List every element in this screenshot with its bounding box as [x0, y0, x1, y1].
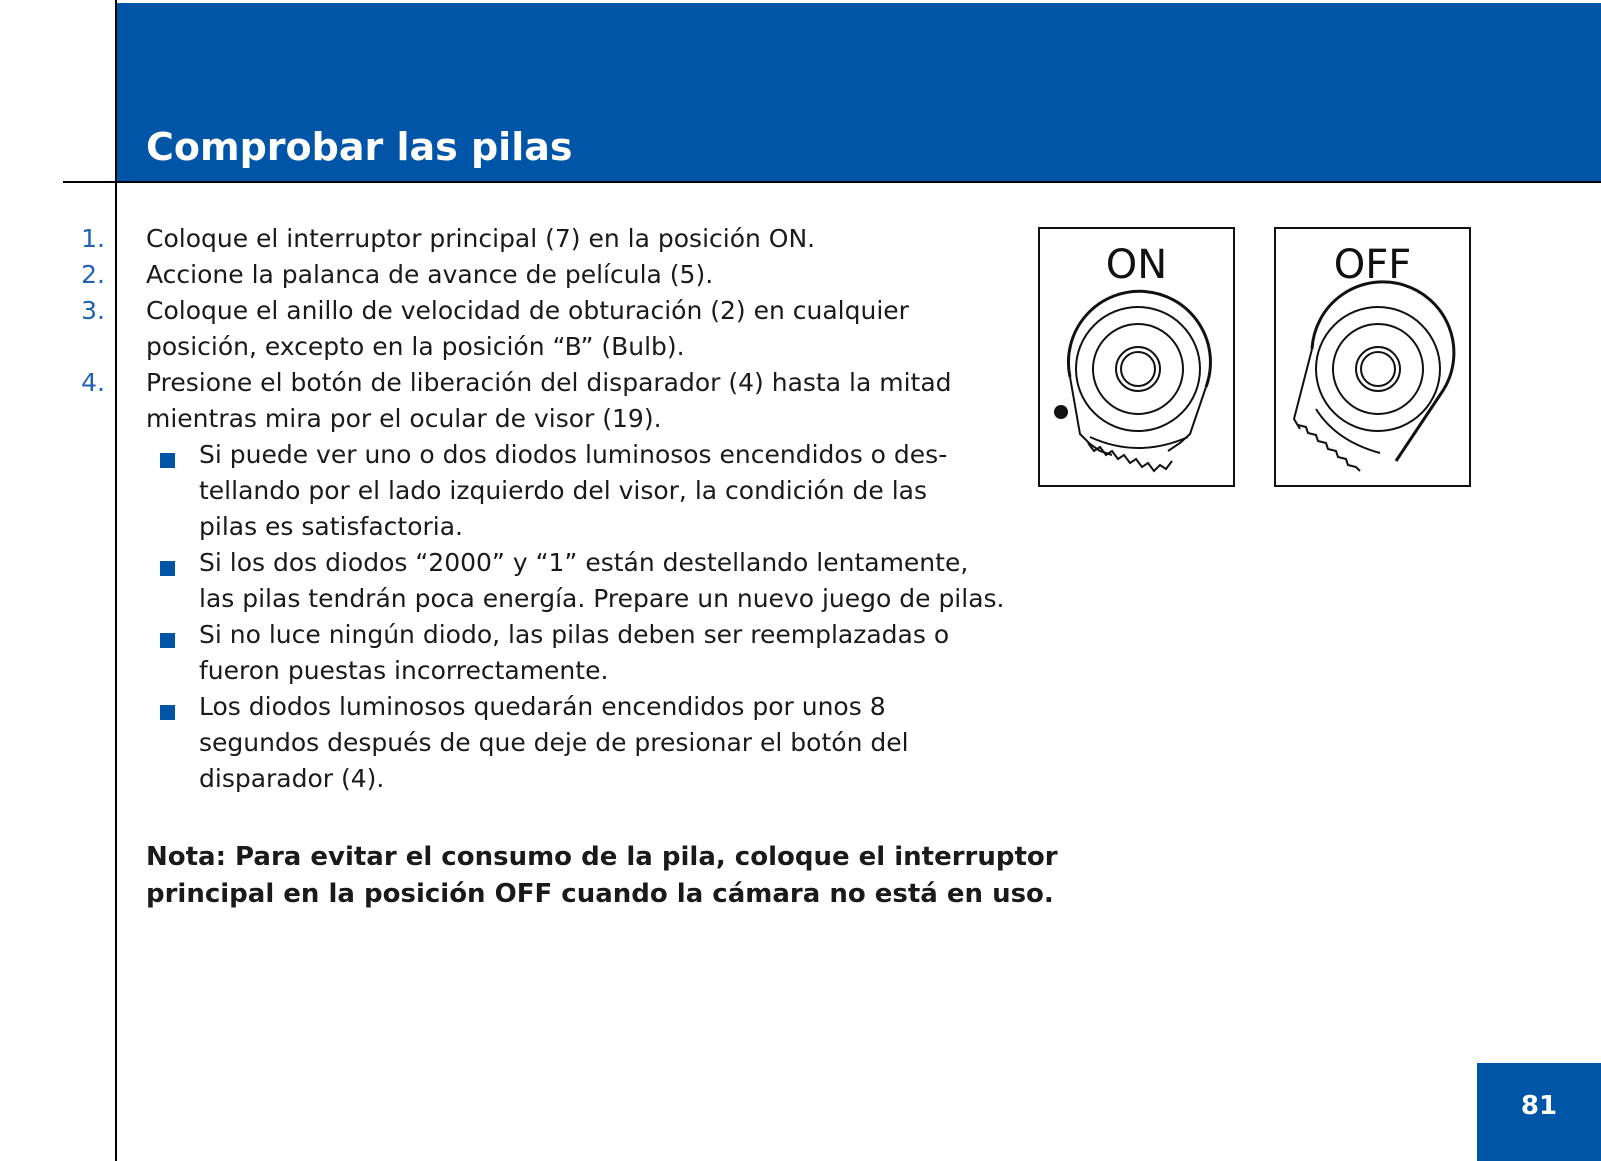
- step-line: mientras mira por el ocular de visor (19).: [146, 404, 662, 433]
- note-paragraph: [146, 839, 1058, 913]
- bullet-line: Si puede ver uno o dos diodos luminosos encendidos o des-: [199, 440, 948, 469]
- step-text: [146, 293, 1026, 365]
- note-line: principal en la posición OFF cuando la cámara no está en uso.: [146, 879, 1054, 909]
- page-title: Comprobar las pilas: [146, 125, 573, 169]
- step-text: [146, 221, 1026, 257]
- page-number-box: [1477, 1063, 1601, 1161]
- figure-switch-on: [1038, 227, 1235, 487]
- bullet-line: segundos después de que deje de presionar el botón del: [199, 728, 909, 757]
- bullet-item: [199, 617, 1029, 689]
- header-rule-horizontal: [63, 181, 1601, 183]
- bullet-square-icon: [160, 453, 175, 468]
- bullet-item: [199, 545, 1029, 617]
- step-line: Presione el botón de liberación del disparador (4) hasta la mitad: [146, 368, 952, 397]
- bullet-line: tellando por el lado izquierdo del visor, la condición de las: [199, 476, 928, 505]
- step-number: 2.: [81, 260, 105, 289]
- step-number: 4.: [81, 368, 105, 397]
- step-line: Coloque el interruptor principal (7) en la posición ON.: [146, 224, 816, 253]
- bullet-item: [199, 437, 1029, 545]
- bullet-line: las pilas tendrán poca energía. Prepare un nuevo juego de pilas.: [199, 584, 1005, 613]
- bullet-square-icon: [160, 705, 175, 720]
- step-text: [146, 365, 1026, 437]
- bullet-line: Si no luce ningún diodo, las pilas deben ser reemplazadas o: [199, 620, 950, 649]
- bullet-line: fueron puestas incorrectamente.: [199, 656, 609, 685]
- note-line: Nota: Para evitar el consumo de la pila, coloque el interruptor: [146, 842, 1058, 872]
- off-label: OFF: [1333, 242, 1412, 288]
- step-number: 1.: [81, 224, 105, 253]
- on-label: ON: [1105, 242, 1168, 288]
- header-banner: [116, 3, 1601, 183]
- figure-switch-off: [1274, 227, 1471, 487]
- step-line: Coloque el anillo de velocidad de obturación (2) en cualquier: [146, 296, 909, 325]
- step-text: [146, 257, 1026, 293]
- bullet-line: Los diodos luminosos quedarán encendidos por unos 8: [199, 692, 886, 721]
- margin-rule-vertical: [115, 0, 117, 1161]
- bullet-item: [199, 689, 1029, 797]
- page-number: 81: [1520, 1091, 1558, 1121]
- step-line: posición, excepto en la posición “B” (Bulb).: [146, 332, 685, 361]
- step-line: Accione la palanca de avance de película (5).: [146, 260, 714, 289]
- step-number: 3.: [81, 296, 105, 325]
- bullet-line: disparador (4).: [199, 764, 385, 793]
- bullet-line: Si los dos diodos “2000” y “1” están destellando lentamente,: [199, 548, 969, 577]
- bullet-square-icon: [160, 633, 175, 648]
- bullet-line: pilas es satisfactoria.: [199, 512, 463, 541]
- bullet-square-icon: [160, 561, 175, 576]
